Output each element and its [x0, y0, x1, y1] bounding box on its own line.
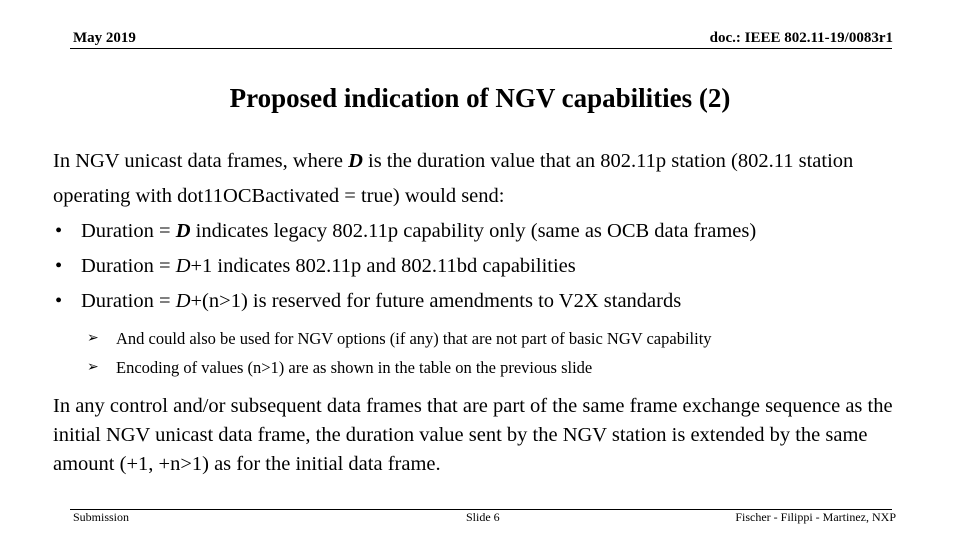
arrow-bullet-icon: ➢: [87, 330, 99, 346]
bullet-icon: •: [55, 290, 63, 312]
footer-authors: Fischer - Filippi - Martinez, NXP: [735, 510, 896, 524]
footer-slide-number: Slide 6: [466, 510, 500, 524]
slide-title: Proposed indication of NGV capabilities (2): [229, 83, 731, 113]
sub-bullet-item: ➢ Encoding of values (n>1) are as shown in the table on the previous slide: [53, 353, 923, 382]
bullet-item: • Duration = D+1 indicates 802.11p and 802.11bd capabilities: [53, 249, 923, 284]
slide-body: [53, 144, 923, 479]
bullet-icon: •: [55, 255, 63, 277]
closing-paragraph: In any control and/or subsequent data frames that are part of the same frame exchange sequence as the initial NGV unicast data frame, the duration value sent by the NGV station is extended by the same amount (+1, +n>1) as for the initial data frame.: [53, 395, 893, 475]
header-date: May 2019: [73, 30, 136, 46]
intro-paragraph: In NGV unicast data frames, where D is the duration value that an 802.11p station (802.11 station operating with dot11OCBactivated = true) would send:: [53, 150, 854, 207]
header-rule: [70, 48, 892, 49]
sub-bullet-list: [53, 324, 923, 382]
bullet-list: [53, 214, 923, 319]
header-doc-id: doc.: IEEE 802.11-19/0083r1: [709, 30, 893, 46]
bullet-item: • Duration = D+(n>1) is reserved for future amendments to V2X standards: [53, 284, 923, 319]
bullet-icon: •: [55, 220, 63, 242]
footer-submission: Submission: [73, 510, 130, 524]
bullet-item: • Duration = D indicates legacy 802.11p capability only (same as OCB data frames): [53, 214, 923, 249]
sub-bullet-item: ➢ And could also be used for NGV options (if any) that are not part of basic NGV capability: [53, 324, 923, 353]
arrow-bullet-icon: ➢: [87, 359, 99, 375]
